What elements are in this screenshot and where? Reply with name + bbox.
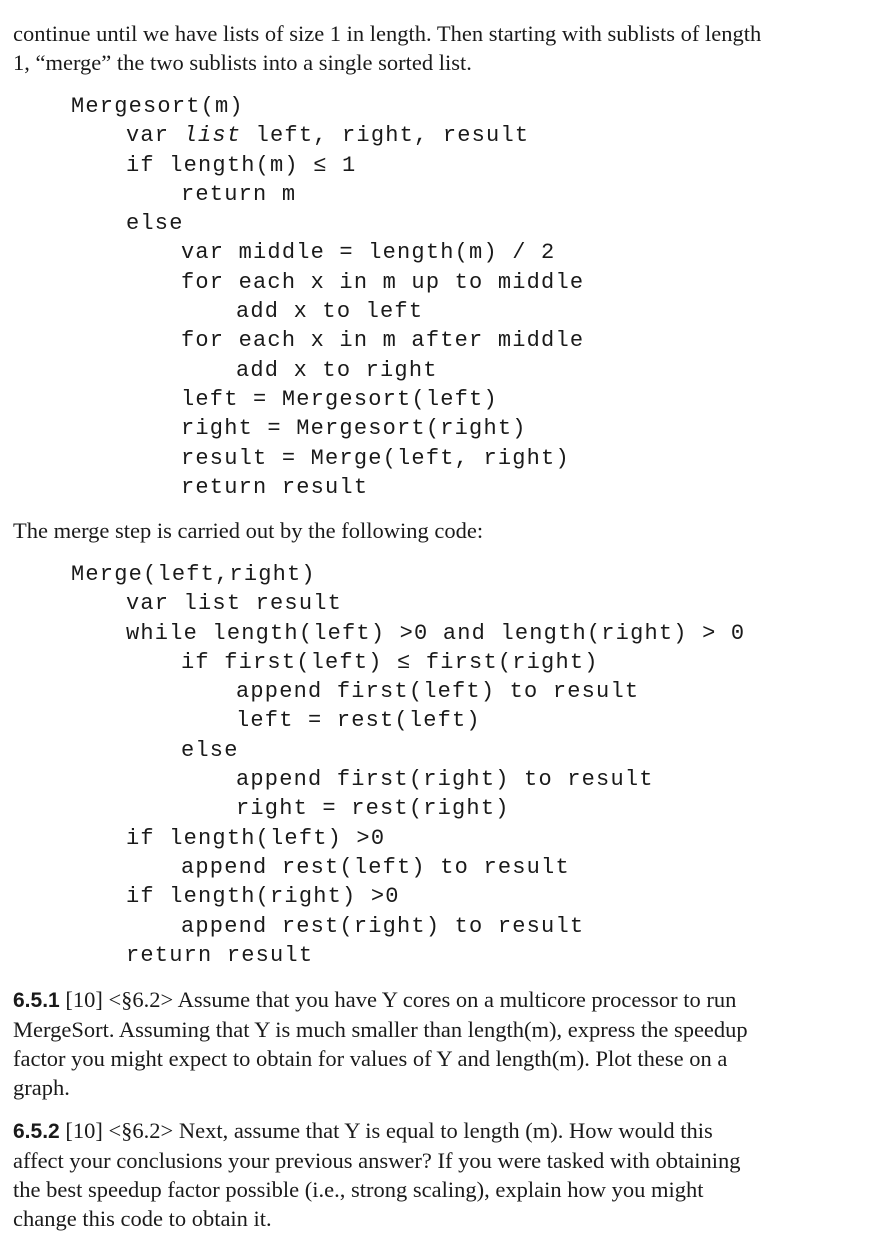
code-line: for each x in m up to middle — [181, 269, 585, 295]
code-line: add x to right — [236, 357, 438, 383]
code-line: if first(left) ≤ first(right) — [181, 649, 599, 675]
exercise-text-line: the best speedup factor possible (i.e., strong scaling), explain how you might — [13, 1177, 704, 1202]
exercise-text-line: change this code to obtain it. — [13, 1206, 272, 1231]
code-line: Merge(left,right) — [71, 562, 316, 587]
merge-code-block — [71, 560, 745, 970]
code-line: add x to left — [236, 299, 424, 325]
code-line: append rest(left) to result — [181, 854, 570, 880]
code-line: left = rest(left) — [236, 708, 481, 734]
merge-intro-text: The merge step is carried out by the following code: — [13, 518, 484, 543]
code-line: if length(right) >0 — [126, 884, 400, 910]
exercise-number: 6.5.2 — [13, 1120, 60, 1143]
code-line: right = rest(right) — [236, 796, 510, 822]
exercise-text-line: affect your conclusions your previous answer? If you were tasked with obtaining — [13, 1148, 741, 1173]
code-line: var middle = length(m) / 2 — [181, 240, 556, 266]
code-line: result = Merge(left, right) — [181, 445, 570, 471]
code-line: else — [126, 211, 184, 237]
code-token-italic: list — [183, 123, 242, 149]
code-line: for each x in m after middle — [181, 328, 585, 354]
code-line: var list result — [126, 591, 343, 617]
exercise-number: 6.5.1 — [13, 989, 60, 1012]
exercise-text-line: [10] <§6.2> Next, assume that Y is equal to length (m). How would this — [59, 1118, 713, 1143]
code-line: if length(left) >0 — [126, 825, 386, 851]
exercise-text-line: graph. — [13, 1075, 70, 1100]
exercise-text-line: factor you might expect to obtain for values of Y and length(m). Plot these on a — [13, 1046, 728, 1071]
code-line: while length(left) >0 and length(right) > 0 — [126, 620, 746, 646]
code-line: return result — [181, 474, 369, 500]
intro-line-1: continue until we have lists of size 1 in length. Then starting with sublists of length — [13, 21, 762, 46]
exercise-6-5-1 — [13, 985, 849, 1102]
code-line: left = Mergesort(left) — [181, 386, 498, 412]
exercise-6-5-2 — [13, 1116, 849, 1233]
code-line: right = Mergesort(right) — [181, 416, 527, 442]
code-line: append first(right) to result — [236, 767, 654, 793]
mergesort-code-block — [71, 92, 584, 502]
code-token: left, right, result — [241, 123, 530, 149]
code-line: append rest(right) to result — [181, 913, 585, 939]
code-line: else — [181, 737, 239, 763]
exercise-text-line: [10] <§6.2> Assume that you have Y cores on a multicore processor to run — [59, 987, 737, 1012]
code-line: return m — [181, 181, 297, 207]
code-line: return result — [126, 942, 314, 968]
intro-paragraph — [13, 19, 849, 77]
exercise-text-line: MergeSort. Assuming that Y is much smaller than length(m), express the speedup — [13, 1017, 748, 1042]
code-line: Mergesort(m) — [71, 94, 244, 119]
intro-line-2: 1, “merge” the two sublists into a single sorted list. — [13, 50, 472, 75]
code-line: if length(m) ≤ 1 — [126, 152, 357, 178]
code-token: var — [126, 123, 184, 149]
code-line: append first(left) to result — [236, 679, 640, 705]
code-line — [71, 121, 584, 150]
